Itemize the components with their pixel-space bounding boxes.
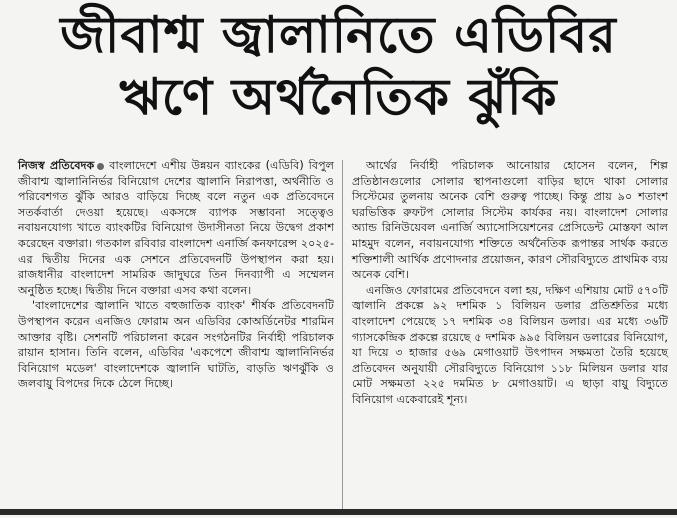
right-paragraph-1: আর্থের নির্বাহী পরিচালক আনোয়ার হোসেন বলেন, শিল্প প্রতিষ্ঠানগুলোর সোলার স্থাপনাগুলো বাড়ির ছাদে থাকা সোলার সিস্টেমের তুলনায় অনেক বেশি গুরুত্ব পাচ্ছে। কিন্তু প্রায় ৯০ শতাংশ ঘরভিত্তিক রুফটপ সোলার সিস্টেম কার্যকর নয়। বাংলাদেশ সোলার অ্যান্ড রিনিউয়েবল এনার্জি অ্যাসোসিয়েশনের প্রেসিডেন্ট মোস্তফা আল মাহমুদ বলেন, নবায়নযোগ্য শক্তিতে অর্থনৈতিক রূপান্তর সার্থক করতে শক্তিশালী আর্থিক প্রণোদনার প্রয়োজন, কারণ সৌরবিদ্যুতে প্রাথমিক ব্যয় অনেক বেশি।	[352, 159, 668, 282]
right-paragraph-2: এনজিও ফোরামের প্রতিবেদনে বলা হয়, দক্ষিণ এশিয়ায় মোট ৫৭০টি জ্বালানি প্রকল্পে ৯২ দশমিক ১ বিলিয়ন ডলার প্রতিশ্রুতির মধ্যে বাংলাদেশ পেয়েছে ১৭ দশমিক ৩৪ বিলিয়ন ডলার। এর মধ্যে ৩৬টি গ্যাসকেন্দ্রিক প্রকল্পে রয়েছে ৫ দশমিক ৯৯৫ বিলিয়ন ডলারের বিনিয়োগ, যা দিয়ে ৩ হাজার ৫৬৯ মেগাওয়াট উৎপাদন সক্ষমতা তৈরি হয়েছে প্রতিবেদন অনুযায়ী সৌরবিদ্যুতে বিনিয়োগ ১১৮ মিলিয়ন ডলার যার মোট সক্ষমতা ২২৫ দমমিত ৮ মেগাওয়াট। এ ছাড়া বায়ু বিদ্যুতে বিনিয়োগ একেবারেই শূন্য।	[352, 283, 668, 406]
column-divider	[342, 160, 343, 510]
left-column	[18, 158, 334, 392]
right-column	[352, 158, 668, 408]
headline-line-2: ঋণে অর্থনৈতিক ঝুঁকি	[119, 68, 558, 126]
left-paragraph-1-text: বাংলাদেশে এশীয় উন্নয়ন ব্যাংকের (এডিবি) বিপুল জীবাশ্ম জ্বালানিনির্ভর বিনিয়োগ দেশের জ্বালানি নিরাপত্তা, অর্থনীতি ও পরিবেশগত ঝুঁকি আরও বাড়িয়ে দিচ্ছে বলে নতুন এক প্রতিবেদনে সতর্কবার্তা দেওয়া হয়েছে। একসঙ্গে ব্যাপক সম্ভাবনা সত্ত্বেও নবায়নযোগ্য খাতে ব্যাংকটির বিনিয়োগ উদাসীনতা নিয়ে উদ্বেগ প্রকাশ করেছেন বক্তারা। গতকাল রবিবার বাংলাদেশ এনার্জি কনফারেন্স ২০২৫-এর দ্বিতীয় দিনের এক সেশনে প্রতিবেদনটি উপস্থাপন করা হয়। রাজধানীর বাংলাদেশ সামরিক জাদুঘরে তিন দিনব্যাপী এ সম্মেলন অনুষ্ঠিত হচ্ছে। দ্বিতীয় দিনে বক্তারা এসব কথা বলেন।	[18, 159, 335, 297]
headline-line-1: জীবাশ্ম জ্বালানিতে এডিবির	[60, 6, 617, 64]
left-paragraph-1	[18, 158, 334, 298]
byline: নিজস্ব প্রতিবেদক	[18, 159, 95, 172]
left-paragraph-2: 'বাংলাদেশের জ্বালানি খাতে বহুজাতিক ব্যাংক' শীর্ষক প্রতিবেদনটি উপস্থাপন করেন এনজিও ফোরাম অন এডিবির কোঅর্ডিনেটর শারমিন আক্তার বৃষ্টি। সেশনটি পরিচালনা করেন সংগঠনটির নির্বাহী পরিচালক রায়ান হাসান। তিনি বলেন, এডিবির 'একপেশে জীবাশ্ম জ্বালানিনির্ভর বিনিয়োগ মডেল' বাংলাদেশকে জ্বালানি ঘাটতি, বাড়তি ঋণঝুঁকি ও জলবায়ু বিপদের দিকে ঠেলে দিচ্ছে।	[18, 299, 334, 391]
footer-rule	[0, 509, 677, 515]
bullet-icon	[97, 163, 104, 170]
headline	[0, 4, 677, 128]
